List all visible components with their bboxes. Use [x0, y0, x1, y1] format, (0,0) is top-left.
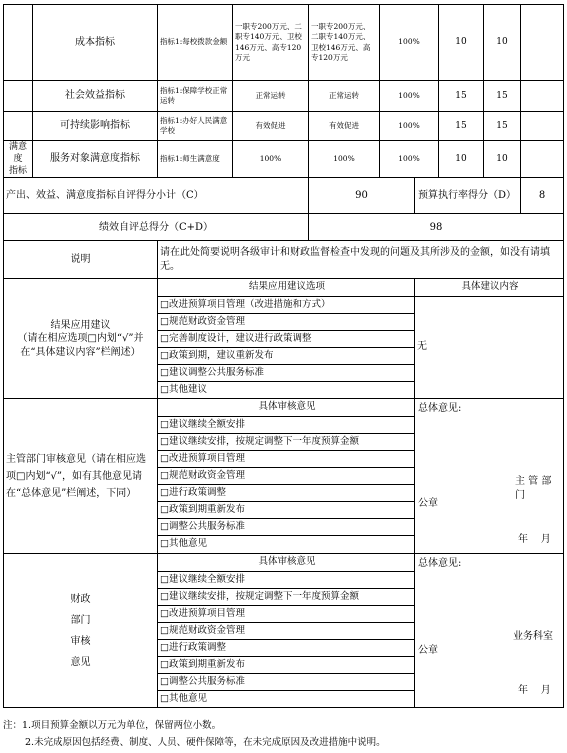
explain-row [4, 241, 564, 279]
perf-score: 10 [484, 5, 521, 81]
total-label: 绩效自评总得分（C+D） [4, 214, 309, 241]
finance-option-checkbox[interactable]: □规范财政资金管理 [158, 622, 414, 639]
dept-signer: 主 管 部 门 [515, 476, 552, 501]
perf-row [4, 5, 564, 81]
total-row [4, 214, 564, 241]
apply-option-checkbox[interactable]: □改进预算项目管理（改进措施和方式） [158, 296, 414, 313]
perf-target: 有效促进 [233, 112, 309, 141]
dept-row [4, 399, 564, 554]
perf-actual: 100% [309, 141, 380, 178]
apply-options-header: 结果应用建议选项 [248, 281, 325, 293]
dept-option-checkbox[interactable]: □改进预算项目管理 [158, 450, 414, 467]
perf-remark [521, 81, 564, 112]
exec-rate-value: 8 [521, 178, 564, 214]
perf-category [4, 5, 33, 81]
perf-score: 15 [484, 81, 521, 112]
dept-options-cell [158, 399, 415, 554]
apply-option-checkbox[interactable]: □规范财政资金管理 [158, 313, 414, 330]
perf-actual: 一职专200万元、二职专140万元、卫校146万元、高专120万元 [309, 5, 380, 81]
dept-option-checkbox[interactable]: □进行政策调整 [158, 484, 414, 501]
perf-rate: 100% [380, 141, 439, 178]
finance-option-checkbox[interactable]: □其他意见 [158, 690, 414, 707]
perf-sub-indicator: 可持续影响指标 [33, 112, 158, 141]
perf-category: 满意度 指标 [4, 141, 33, 178]
perf-indicator: 指标1:师生满意度 [158, 141, 233, 178]
apply-option-checkbox[interactable]: □完善制度设计，建议进行政策调整 [158, 330, 414, 347]
perf-row [4, 112, 564, 141]
perf-remark [521, 112, 564, 141]
dept-stamp: 公章 [418, 498, 438, 510]
apply-row [4, 279, 564, 399]
apply-option-checkbox[interactable]: □其他建议 [158, 381, 414, 398]
finance-option-checkbox[interactable]: □建议继续安排，按规定调整下一年度预算金额 [158, 588, 414, 605]
finance-row [4, 554, 564, 708]
perf-indicator: 指标1:每校拨款金额 [158, 5, 233, 81]
apply-label: 结果应用建议 （请在相应选项□内划“√”并在“具体建议内容”栏阐述） [4, 279, 158, 399]
finance-option-checkbox[interactable]: □进行政策调整 [158, 639, 414, 656]
dept-date: 年 月 [518, 534, 551, 546]
apply-content-cell [415, 279, 564, 399]
performance-evaluation-table [3, 4, 564, 708]
explain-label: 说明 [4, 241, 158, 279]
finance-date: 年 月 [518, 685, 551, 697]
finance-option-checkbox[interactable]: □政策到期重新发布 [158, 656, 414, 673]
dept-overall-label: 总体意见: [418, 403, 462, 415]
finance-option-checkbox[interactable]: □调整公共服务标准 [158, 673, 414, 690]
perf-target: 正常运转 [233, 81, 309, 112]
finance-option-checkbox[interactable]: □建议继续全额安排 [158, 571, 414, 588]
total-value: 98 [309, 214, 564, 241]
finance-overall-label: 总体意见: [418, 558, 462, 570]
perf-indicator: 指标1:办好人民满意学校 [158, 112, 233, 141]
perf-rate: 100% [380, 5, 439, 81]
apply-content-value[interactable]: 无 [415, 296, 563, 396]
finance-stamp: 公章 [418, 645, 438, 657]
perf-score: 10 [484, 141, 521, 178]
subtotal-value: 90 [309, 178, 415, 214]
finance-option-checkbox[interactable]: □改进预算项目管理 [158, 605, 414, 622]
perf-category [4, 81, 33, 112]
finance-signer: 业务科室 [513, 631, 553, 643]
perf-target: 一职专200万元、二职专140万元、卫校146万元、高专120万元 [233, 5, 309, 81]
exec-rate-label: 预算执行率得分（D） [415, 178, 521, 214]
finance-options-cell [158, 554, 415, 708]
subtotal-label: 产出、效益、满意度指标自评得分小计（C） [4, 178, 309, 214]
apply-option-checkbox[interactable]: □建议调整公共服务标准 [158, 364, 414, 381]
subtotal-row [4, 178, 564, 214]
perf-actual: 有效促进 [309, 112, 380, 141]
finance-label: 财政 部门 审核 意见 [4, 554, 158, 708]
perf-row [4, 81, 564, 112]
perf-weight: 15 [439, 81, 484, 112]
apply-option-checkbox[interactable]: □政策到期，建议重新发布 [158, 347, 414, 364]
apply-content-header: 具体建议内容 [461, 281, 519, 293]
footnote: 2.未完成原因包括经费、制度、人员、硬件保障等，在未完成原因及改进措施中说明。 [25, 737, 386, 748]
perf-sub-indicator: 服务对象满意度指标 [33, 141, 158, 178]
perf-sub-indicator: 社会效益指标 [33, 81, 158, 112]
dept-option-checkbox[interactable]: □调整公共服务标准 [158, 518, 414, 535]
perf-score: 15 [484, 112, 521, 141]
perf-indicator: 指标1:保障学校正常运转 [158, 81, 233, 112]
finance-overall-cell [415, 554, 564, 708]
dept-option-checkbox[interactable]: □建议继续安排，按规定调整下一年度预算金额 [158, 433, 414, 450]
footnotes [3, 717, 563, 751]
perf-weight: 10 [439, 5, 484, 81]
perf-sub-indicator: 成本指标 [33, 5, 158, 81]
perf-remark [521, 5, 564, 81]
perf-category [4, 112, 33, 141]
dept-overall-cell [415, 399, 564, 554]
apply-options-cell [158, 279, 415, 399]
finance-options-header: 具体审核意见 [258, 556, 316, 568]
dept-options-header: 具体审核意见 [258, 401, 316, 413]
perf-remark [521, 141, 564, 178]
perf-target: 100% [233, 141, 309, 178]
footnote: 注：1.项目预算金额以万元为单位，保留两位小数。 [3, 720, 222, 731]
perf-actual: 正常运转 [309, 81, 380, 112]
dept-option-checkbox[interactable]: □建议继续全额安排 [158, 416, 414, 433]
dept-option-checkbox[interactable]: □规范财政资金管理 [158, 467, 414, 484]
perf-rate: 100% [380, 112, 439, 141]
explain-text: 请在此处简要说明各级审计和财政监督检查中发现的问题及其所涉及的金额，如没有请填无。 [158, 241, 564, 279]
dept-option-checkbox[interactable]: □其他意见 [158, 535, 414, 552]
perf-weight: 10 [439, 141, 484, 178]
dept-option-checkbox[interactable]: □政策到期重新发布 [158, 501, 414, 518]
perf-row [4, 141, 564, 178]
dept-label: 主管部门审核意见（请在相应选项□内划“√”，如有其他意见请在“总体意见”栏阐述，下同） [4, 399, 158, 554]
perf-rate: 100% [380, 81, 439, 112]
perf-weight: 15 [439, 112, 484, 141]
